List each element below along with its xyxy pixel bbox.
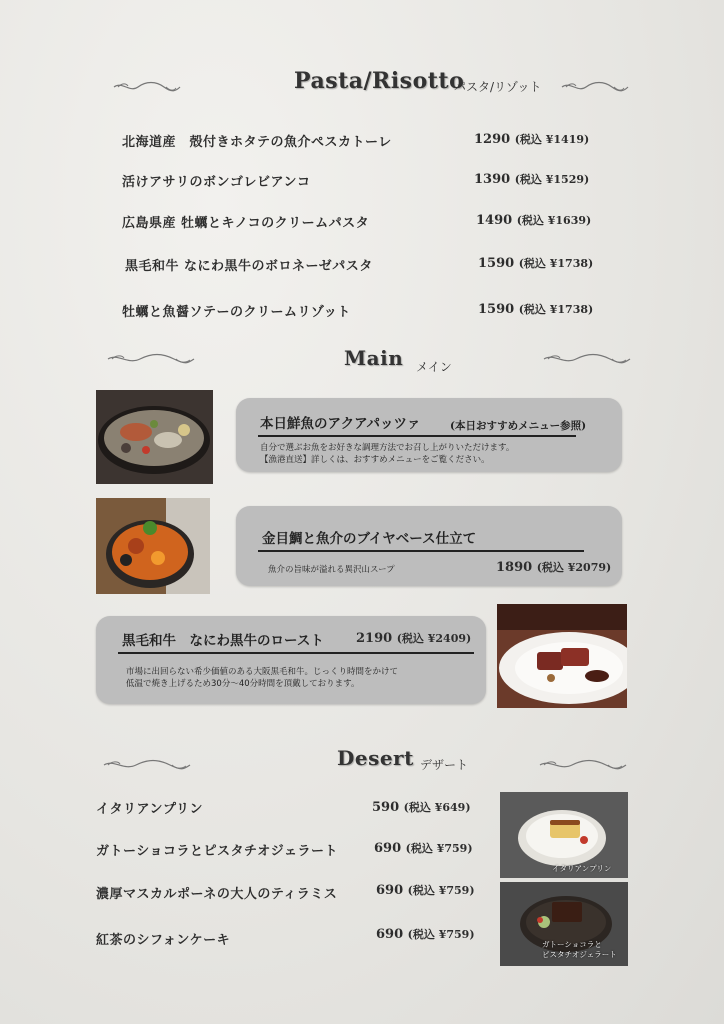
main-item-name: 本日鮮魚のアクアパッツァ [260,416,421,432]
dessert-item-name: 濃厚マスカルポーネの大人のティラミス [96,887,338,902]
dessert-section-title: Desert [337,746,414,770]
flourish-ornament-icon [102,758,192,772]
bouillabaisse-photo [96,498,210,594]
pasta-section-subtitle: パスタ/リゾット [454,80,542,94]
dessert-item-name: イタリアンプリン [96,802,203,817]
main-section-subtitle: メイン [416,360,452,374]
dessert-item-price: 690 (税込 ¥759) [376,883,475,898]
flourish-ornament-icon [538,758,628,772]
pasta-item-price: 1590 (税込 ¥1738) [478,256,594,271]
wagyu-roast-photo [497,604,627,708]
main-item-note: (本日おすすめメニュー参照) [450,420,587,432]
pudding-photo [500,792,628,878]
dessert-item-price: 590 (税込 ¥649) [372,800,471,815]
main-item-description [260,442,514,466]
main-item-description-line: 市場に出回らない希少価値のある大阪黒毛和牛。じっくり時間をかけて [126,667,399,677]
main-item-price: 2190 (税込 ¥2409) [356,631,472,646]
pasta-item-price: 1490 (税込 ¥1639) [476,213,592,228]
photo-caption-line: ガトーショコラと [542,940,602,949]
flourish-ornament-icon [106,352,196,366]
divider [258,550,584,552]
pasta-item-name: 牡蠣と魚醤ソテーのクリームリゾット [122,305,351,320]
pasta-item-name: 北海道産 殻付きホタテの魚介ペスカトーレ [122,135,392,150]
main-item-card [96,616,486,704]
main-item-name: 黒毛和牛 なにわ黒牛のロースト [122,633,324,649]
photo-caption: イタリアンプリン [552,864,612,873]
pasta-item-price: 1290 (税込 ¥1419) [474,132,590,147]
pasta-item-name: 広島県産 牡蠣とキノコのクリームパスタ [122,216,370,231]
pasta-section-title: Pasta/Risotto [294,68,465,94]
main-item-card [236,398,622,472]
main-item-name: 金目鯛と魚介のブイヤベース仕立て [262,531,477,547]
main-section-title: Main [344,346,404,370]
main-item-description-line: 低温で焼き上げるため30分～40分時間を頂戴しております。 [126,679,360,689]
gateau-chocolat-photo [500,882,628,966]
pasta-item-price: 1390 (税込 ¥1529) [474,172,590,187]
divider [258,435,576,437]
main-item-card [236,506,622,586]
main-item-description [126,666,398,690]
main-item-price: 1890 (税込 ¥2079) [496,560,612,575]
dessert-section-subtitle: デザート [420,758,469,772]
flourish-ornament-icon [542,352,632,366]
main-item-description-line: 自分で選ぶお魚をお好きな調理方法でお召し上がりいただけます。 [260,443,515,453]
dessert-item-price: 690 (税込 ¥759) [376,927,475,942]
photo-caption-line: ピスタチオジェラート [542,950,617,959]
pasta-item-price: 1590 (税込 ¥1738) [478,302,594,317]
flourish-ornament-icon [560,80,630,94]
dessert-item-name: 紅茶のシフォンケーキ [96,933,231,948]
photo-caption [542,940,617,960]
main-item-description-line: 【漁港直送】詳しくは、おすすめメニューをご覧ください。 [260,455,490,465]
dessert-item-name: ガトーショコラとピスタチオジェラート [96,844,338,859]
divider [118,652,474,654]
pasta-item-name: 活けアサリのボンゴレビアンコ [122,175,311,190]
dessert-item-price: 690 (税込 ¥759) [374,841,473,856]
flourish-ornament-icon [112,80,182,94]
acqua-pazza-photo [96,390,213,484]
pasta-item-name: 黒毛和牛 なにわ黒牛のボロネーゼパスタ [125,259,373,274]
main-item-description: 魚介の旨味が溢れる異沢山スープ [268,565,395,575]
